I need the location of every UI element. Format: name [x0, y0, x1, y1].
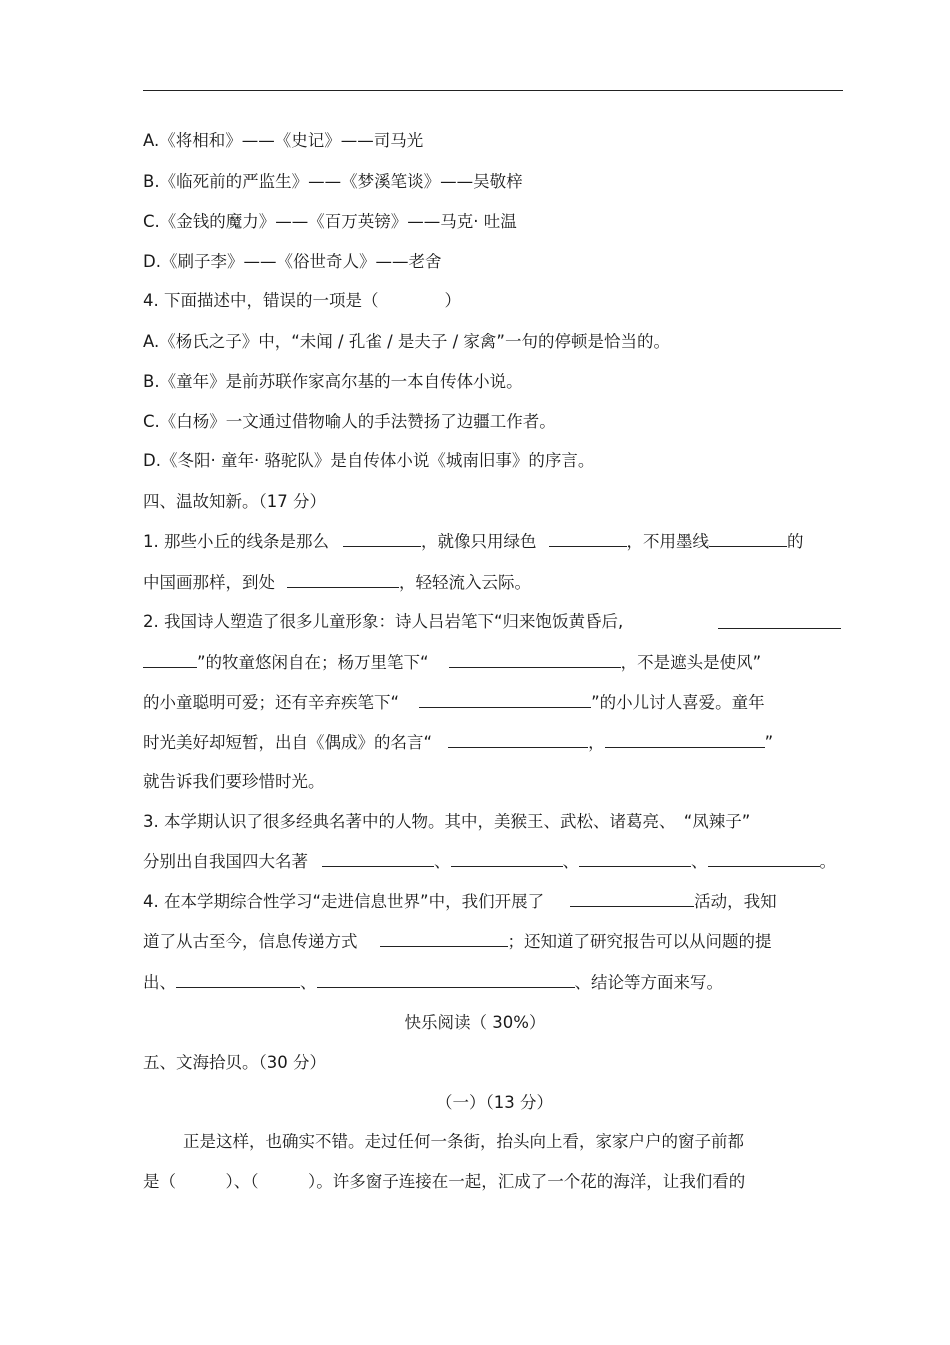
q3-sep: 、 [691, 852, 708, 871]
q2-text: 2. 我国诗人塑造了很多儿童形象：诗人吕岩笔下“归来饱饭黄昏后, [143, 612, 624, 631]
q2-line-3 [143, 691, 765, 715]
q1-text: ，轻轻流入云际。 [399, 573, 531, 592]
q4-option-b: B.《童年》是前苏联作家高尔基的一本自传体小说。 [143, 372, 523, 391]
answer-blank[interactable] [605, 731, 765, 748]
passage-line-1: 正是这样，也确实不错。走过任何一条街，抬头向上看，家家户户的窗子前都 [183, 1132, 744, 1151]
q4b-text: 、 [300, 973, 317, 992]
q3-sep: 、 [562, 852, 579, 871]
answer-blank[interactable] [709, 530, 787, 547]
q4-option-a: A.《杨氏之子》中，“未闻 / 孔雀 / 是夫子 / 家禽”一句的停顿是恰当的。 [143, 332, 670, 351]
answer-blank[interactable] [322, 850, 434, 867]
passage-1-title: （一）（13 分） [436, 1093, 553, 1112]
answer-blank[interactable] [143, 651, 197, 668]
answer-blank[interactable] [451, 850, 563, 867]
answer-blank[interactable] [549, 530, 627, 547]
answer-blank[interactable] [708, 850, 820, 867]
q1-text: 1. 那些小丘的线条是那么 [143, 532, 329, 551]
answer-blank[interactable] [317, 971, 575, 988]
q2-text: 的小童聪明可爱；还有辛弃疾笔下“ [143, 693, 400, 712]
q3-line-2 [143, 850, 836, 874]
q2-line-2 [143, 651, 761, 675]
q3-text: 分别出自我国四大名著 [143, 852, 308, 871]
q4-option-d: D.《冬阳· 童年· 骆驼队》是自传体小说《城南旧事》的序言。 [143, 451, 595, 470]
q4b-text: 4. 在本学期综合性学习“走进信息世界”中，我们开展了 [143, 892, 545, 911]
section-5-title: 五、文海拾贝。（30 分） [143, 1053, 326, 1072]
section-4-title: 四、温故知新。（17 分） [143, 492, 326, 511]
q3-option-a: A.《将相和》——《史记》——司马光 [143, 131, 424, 150]
q1-text: 的 [787, 532, 804, 551]
answer-blank[interactable] [176, 971, 300, 988]
answer-blank[interactable] [448, 731, 588, 748]
q3-option-b: B.《临死前的严监生》——《梦溪笔谈》——吴敬梓 [143, 172, 523, 191]
q3-option-d: D.《刷子李》——《俗世奇人》——老舍 [143, 252, 442, 271]
q2-line-4 [143, 731, 773, 755]
answer-blank[interactable] [449, 651, 621, 668]
q2-line-5: 就告诉我们要珍惜时光。 [143, 772, 325, 791]
q4b-text: 、结论等方面来写。 [574, 973, 723, 992]
q2-line-1 [143, 610, 623, 634]
q4b-text: 出、 [143, 973, 176, 992]
q1-line-1 [143, 530, 804, 554]
passage-line-2: 是（ ）、（ ）。许多窗子连接在一起，汇成了一个花的海洋，让我们看的 [143, 1172, 746, 1191]
answer-blank[interactable] [343, 530, 421, 547]
q2-text: ，不是遮头是使风” [620, 653, 762, 672]
q2-text: ” [764, 733, 774, 752]
reading-title: 快乐阅读（ 30%） [404, 1013, 546, 1032]
answer-blank[interactable] [419, 691, 591, 708]
q2-text: 时光美好却短暂，出自《偶成》的名言“ [143, 733, 433, 752]
q1-text: ，不用墨线 [626, 532, 709, 551]
q1-line-2 [143, 571, 531, 595]
q3-sep: 、 [434, 852, 451, 871]
answer-blank[interactable] [287, 571, 399, 588]
q2-text: ”的牧童悠闲自在；杨万里笔下“ [197, 653, 429, 672]
q2-text: ”的小儿讨人喜爱。童年 [591, 693, 765, 712]
q4b-text: 道了从古至今，信息传递方式 [143, 932, 358, 951]
q4-stem: 4. 下面描述中，错误的一项是（ ） [143, 291, 461, 310]
header-rule [143, 90, 843, 91]
q4b-line-1 [143, 890, 777, 914]
q3-end: 。 [819, 852, 836, 871]
answer-blank[interactable] [380, 930, 508, 947]
q1-text: ，就像只用绿色 [421, 532, 537, 551]
answer-blank[interactable] [718, 612, 841, 629]
q3-line-1: 3. 本学期认识了很多经典名著中的人物。其中，美猴王、武松、诸葛亮、 “凤辣子” [143, 812, 751, 831]
answer-blank[interactable] [579, 850, 691, 867]
q4-option-c: C.《白杨》一文通过借物喻人的手法赞扬了边疆工作者。 [143, 412, 556, 431]
q1-text: 中国画那样，到处 [143, 573, 275, 592]
q2-text: ， [588, 733, 605, 752]
answer-blank[interactable] [570, 890, 694, 907]
q3-option-c: C.《金钱的魔力》——《百万英镑》——马克· 吐温 [143, 212, 517, 231]
q4b-line-3 [143, 971, 723, 995]
q4b-line-2 [143, 930, 772, 954]
q4b-text: ；还知道了研究报告可以从问题的提 [507, 932, 772, 951]
q4b-text: 活动，我知 [694, 892, 777, 911]
